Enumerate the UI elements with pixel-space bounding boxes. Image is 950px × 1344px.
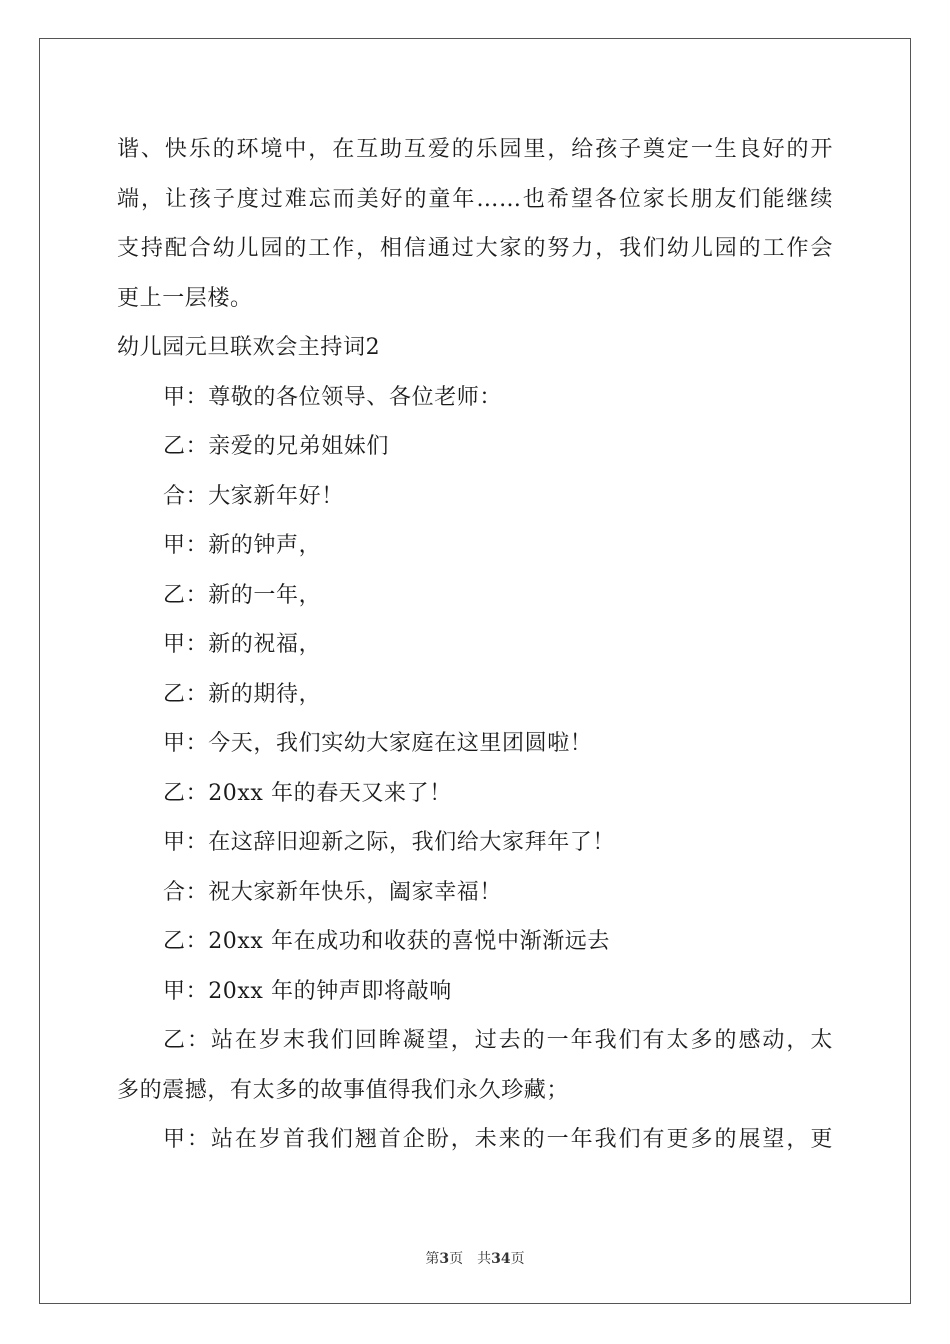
text-line: 甲：在这辞旧迎新之际，我们给大家拜年了！ bbox=[163, 830, 616, 855]
text-line: 端，让孩子度过难忘而美好的童年……也希望各位家长朋友们能继续 bbox=[117, 186, 833, 212]
text-line: 合：大家新年好！ bbox=[163, 483, 344, 509]
text-line: 谐、快乐的环境中，在互助互爱的乐园里，给孩子奠定一生良好的开 bbox=[117, 137, 833, 162]
text-line: 乙：20xx 年的春天又来了！ bbox=[163, 780, 452, 806]
document-body bbox=[117, 125, 833, 1165]
footer-page-number: 3 bbox=[439, 1251, 450, 1267]
text-line: 乙：亲爱的兄弟姐妹们 bbox=[163, 434, 390, 459]
footer-total-pages: 34 bbox=[491, 1251, 511, 1267]
text-line: 甲：20xx 年的钟声即将敲响 bbox=[163, 978, 452, 1004]
text-line: 更上一层楼。 bbox=[117, 285, 253, 311]
footer-total-suffix: 页 bbox=[510, 1251, 525, 1267]
text-line: 乙：新的期待， bbox=[163, 681, 322, 707]
text-line: 甲：新的祝福， bbox=[163, 632, 322, 657]
text-line: 甲：新的钟声， bbox=[163, 533, 322, 558]
text-line: 合：祝大家新年快乐，阖家幸福！ bbox=[163, 879, 503, 905]
footer-page-suffix: 页 bbox=[449, 1251, 464, 1267]
text-line: 甲：今天，我们实幼大家庭在这里团圆啦！ bbox=[163, 731, 593, 756]
text-line: 乙：20xx 年在成功和收获的喜悦中渐渐远去 bbox=[163, 929, 611, 954]
text-line: 支持配合幼儿园的工作，相信通过大家的努力，我们幼儿园的工作会 bbox=[117, 236, 833, 261]
text-line: 乙：新的一年， bbox=[163, 582, 322, 608]
text-line: 乙：站在岁末我们回眸凝望，过去的一年我们有太多的感动，太 bbox=[163, 1028, 833, 1053]
section-heading: 幼儿园元旦联欢会主持词2 bbox=[117, 335, 381, 360]
text-line: 甲：站在岁首我们翘首企盼，未来的一年我们有更多的展望，更 bbox=[163, 1127, 833, 1152]
page-footer bbox=[0, 1248, 950, 1268]
text-line: 多的震撼，有太多的故事值得我们永久珍藏； bbox=[117, 1077, 570, 1103]
footer-prefix: 第 bbox=[425, 1251, 440, 1267]
footer-total-prefix: 共 bbox=[477, 1251, 492, 1267]
text-line: 甲：尊敬的各位领导、各位老师： bbox=[163, 384, 503, 410]
